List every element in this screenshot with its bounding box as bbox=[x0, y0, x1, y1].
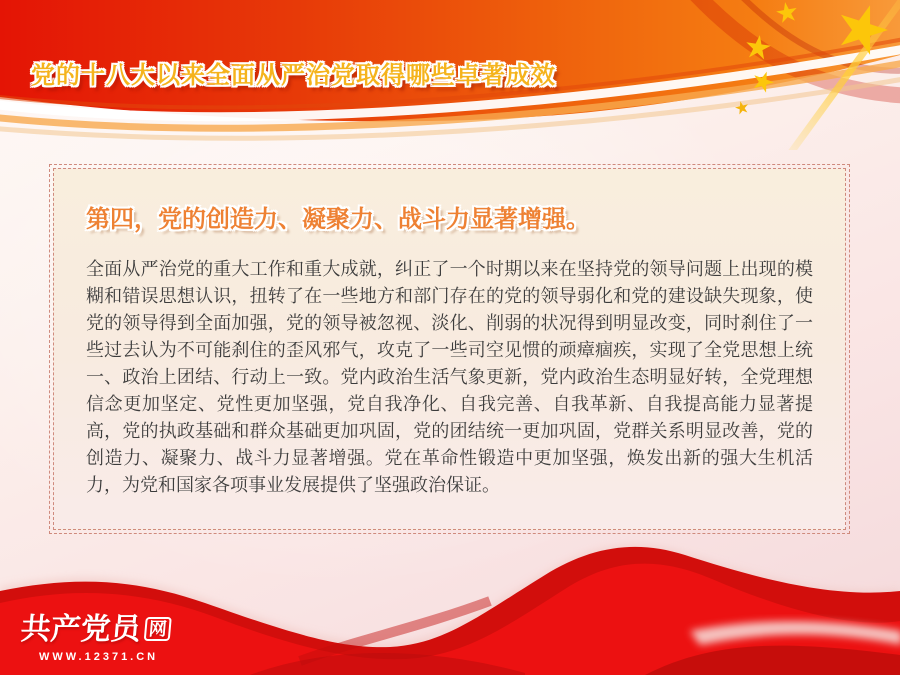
card-heading: 第四，党的创造力、凝聚力、战斗力显著增强。 bbox=[86, 206, 590, 233]
header-banner bbox=[0, 0, 900, 150]
logo-badge: 网 bbox=[144, 617, 172, 641]
page-title: 党的十八大以来全面从严治党取得哪些卓著成效 bbox=[31, 62, 556, 89]
logo-calligraphy bbox=[19, 604, 173, 648]
card-body-text: 全面从严治党的重大工作和重大成就，纠正了一个时期以来在坚持党的领导问题上出现的模糊和错误思想认识，扭转了在一些地方和部门存在的党的领导弱化和党的建设缺失现象，使党的领导得到全面加强，党的领导被忽视、淡化、削弱的状况得到明显改变，同时刹住了一些过去认为不可能刹住的歪风邪气，攻克了一些司空见惯的顽瘴痼疾，实现了全党思想上统一、政治上团结、行动上一致。党内政治生活气象更新，党内政治生态明显好转，全党理想信念更加坚定、党性更加坚强，党自我净化、自我完善、自我革新、自我提高能力显著提高，党的执政基础和群众基础更加巩固，党的团结统一更加巩固，党群关系明显改善，党的创造力、凝聚力、战斗力显著增强。党在革命性锻造中更加坚强，焕发出新的强大生机活力，为党和国家各项事业发展提供了坚强政治保证。 bbox=[86, 259, 813, 495]
logo-main-text: 共产党员 bbox=[19, 613, 143, 646]
content-card bbox=[53, 168, 846, 530]
logo-url: WWW.12371.CN bbox=[39, 651, 159, 663]
site-logo bbox=[21, 604, 171, 663]
